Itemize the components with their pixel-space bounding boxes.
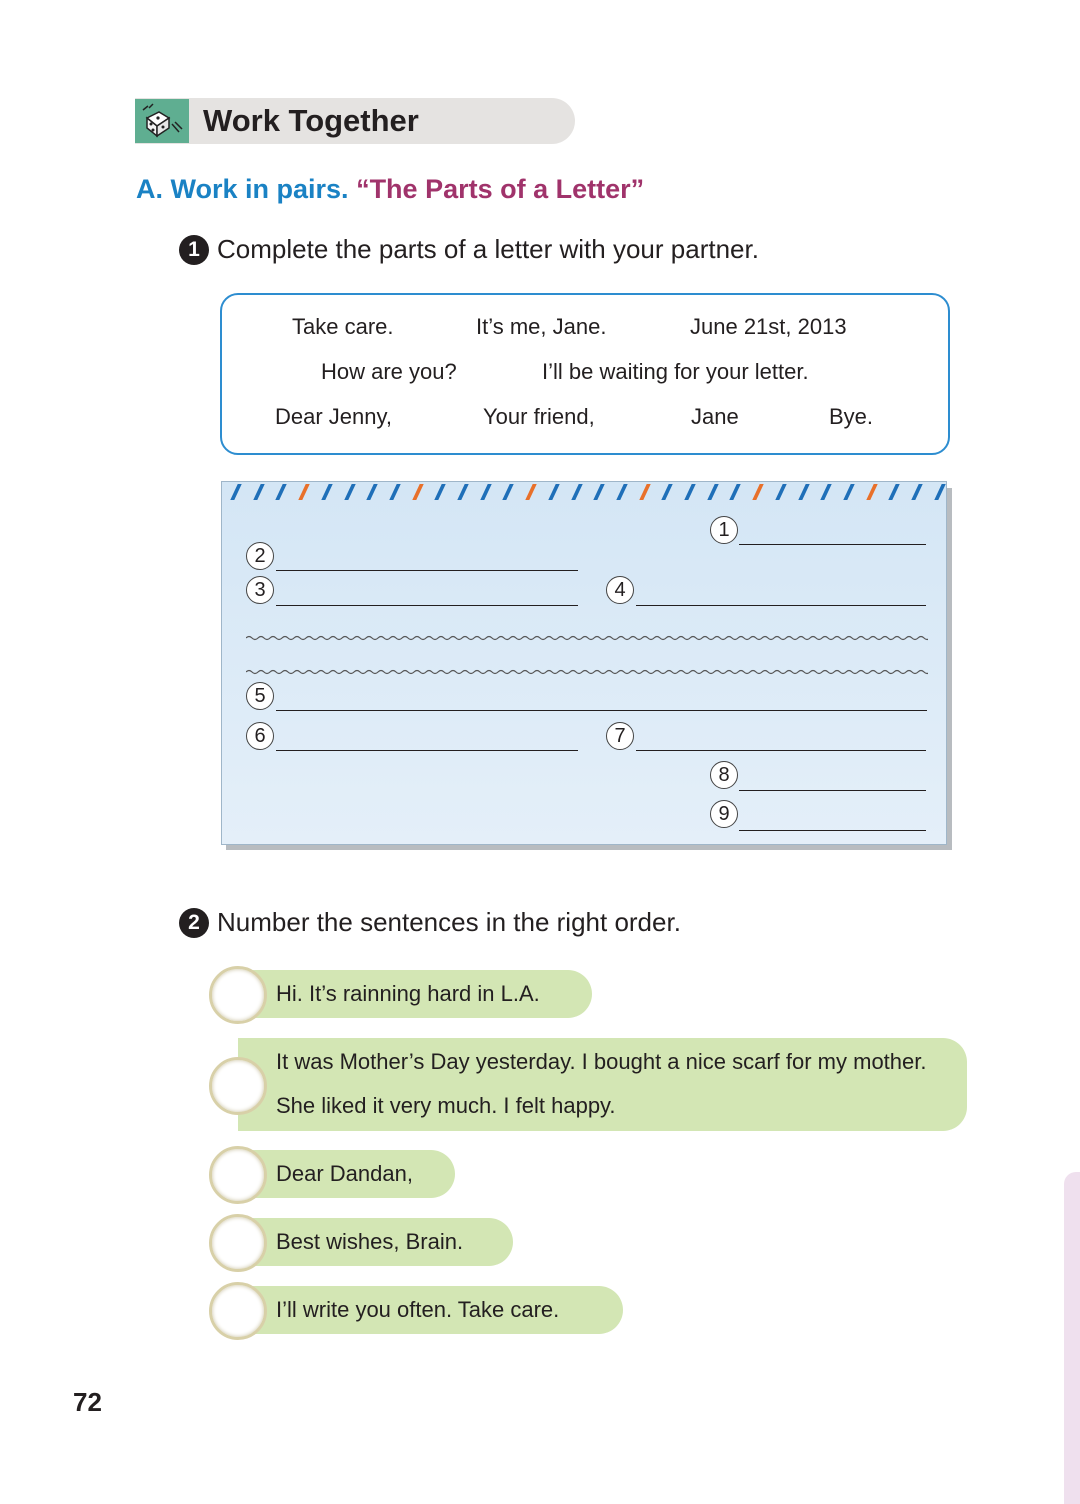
task-instruction-1: Complete the parts of a letter with your partner. — [217, 234, 759, 264]
page-edge-tab — [1064, 1172, 1080, 1504]
answer-line-5[interactable] — [276, 710, 927, 711]
answer-line-8[interactable] — [739, 790, 926, 791]
dice-icon — [135, 99, 189, 143]
sentence-strip — [238, 1218, 513, 1266]
word-bank-item: Your friend, — [483, 404, 595, 429]
exercise-title: “The Parts of a Letter” — [356, 174, 645, 204]
order-number-circle[interactable] — [209, 1282, 267, 1340]
blank-number-7: 7 — [606, 722, 634, 750]
wavy-lines — [246, 628, 928, 684]
exercise-heading — [136, 174, 644, 205]
answer-line-3[interactable] — [276, 605, 578, 606]
sentence-text: It was Mother’s Day yesterday. I bought a nice scarf for my mother. — [276, 1049, 927, 1074]
sentence-text: Dear Dandan, — [276, 1161, 413, 1186]
answer-line-6[interactable] — [276, 750, 578, 751]
blank-number-4: 4 — [606, 576, 634, 604]
blank-number-2: 2 — [246, 542, 274, 570]
blank-number-5: 5 — [246, 682, 274, 710]
answer-line-2[interactable] — [276, 570, 578, 571]
sentence-text: I’ll write you often. Take care. — [276, 1297, 560, 1322]
word-bank-item: It’s me, Jane. — [476, 314, 607, 339]
sentence-strip — [238, 1286, 623, 1334]
word-bank-item: I’ll be waiting for your letter. — [542, 359, 809, 384]
order-number-circle[interactable] — [209, 966, 267, 1024]
task-number-2: 2 — [179, 908, 209, 938]
sentence-text: Best wishes, Brain. — [276, 1229, 464, 1254]
blank-number-8: 8 — [710, 761, 738, 789]
blank-number-1: 1 — [710, 516, 738, 544]
order-number-circle[interactable] — [209, 1214, 267, 1272]
page-number: 72 — [73, 1387, 102, 1417]
sentence-strip — [238, 970, 592, 1018]
answer-line-1[interactable] — [739, 544, 926, 545]
word-bank-item: How are you? — [321, 359, 457, 384]
task-number-1: 1 — [179, 235, 209, 265]
section-title: Work Together — [203, 103, 419, 138]
answer-line-7[interactable] — [636, 750, 926, 751]
word-bank-item: June 21st, 2013 — [690, 314, 847, 339]
word-bank-item: Dear Jenny, — [275, 404, 392, 429]
answer-line-4[interactable] — [636, 605, 926, 606]
sentence-strip — [238, 1038, 967, 1131]
answer-line-9[interactable] — [739, 830, 926, 831]
word-bank-item: Take care. — [292, 314, 394, 339]
blank-number-6: 6 — [246, 722, 274, 750]
blank-number-9: 9 — [710, 800, 738, 828]
order-number-circle[interactable] — [209, 1057, 267, 1115]
sentence-text: Hi. It’s rainning hard in L.A. — [276, 981, 540, 1006]
task-instruction-2: Number the sentences in the right order. — [217, 907, 681, 937]
word-bank-item: Bye. — [829, 404, 874, 429]
order-number-circle[interactable] — [209, 1146, 267, 1204]
exercise-label: A. Work in pairs. — [136, 174, 349, 204]
sentence-strip — [238, 1150, 455, 1198]
word-bank-item: Jane — [691, 404, 739, 429]
blank-number-3: 3 — [246, 576, 274, 604]
sentence-text: She liked it very much. I felt happy. — [276, 1093, 616, 1118]
